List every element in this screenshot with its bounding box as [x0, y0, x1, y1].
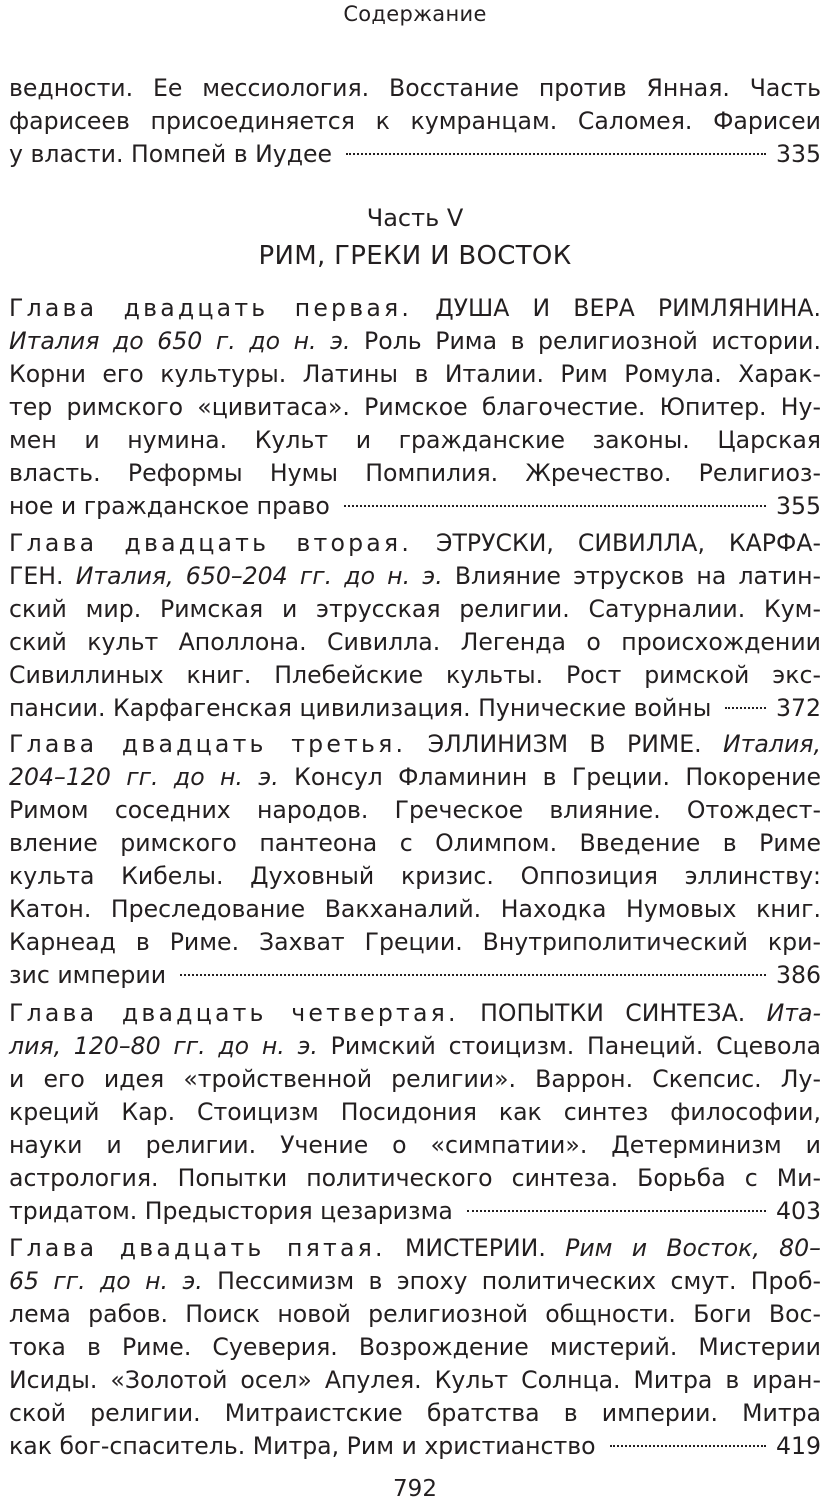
chapter-label: Глава двадцать первая.: [9, 294, 413, 322]
page-number: 386: [775, 961, 821, 989]
running-head: Содержание: [343, 2, 487, 26]
toc-last-line: [9, 490, 821, 523]
chapter-heading-line: [9, 997, 821, 1030]
toc-line: Карнеад в Риме. Захват Греции. Внутриполитический кри-: [9, 928, 821, 956]
chapter-title: ЭЛЛИНИЗМ В РИМЕ.: [406, 730, 724, 758]
toc-line: ской религии. Митраистские братства в империи. Митра: [9, 1399, 821, 1427]
chapter-label: Глава двадцать пятая.: [9, 1234, 386, 1262]
toc-line: фарисеев присоединяется к кумранцам. Саломея. Фарисеи: [9, 107, 821, 135]
toc-line: астрология. Попытки политического синтеза. Борьба с Ми-: [9, 1164, 821, 1192]
toc-line-text: Пессимизм в эпоху политических смут. Проб-: [202, 1267, 822, 1295]
chapter-date: Рим и Восток, 80–: [565, 1234, 821, 1262]
toc-line: креций Кар. Стоицизм Посидония как синтез философии,: [9, 1098, 821, 1126]
chapter-title: ГЕН.: [9, 562, 76, 590]
toc-line-text: Роль Рима в религиозной истории.: [350, 327, 822, 355]
part-title: РИМ, ГРЕКИ И ВОСТОК: [258, 241, 572, 271]
toc-line: культа Кибелы. Духовный кризис. Оппозиция эллинству:: [9, 862, 821, 890]
toc-entry-chapter-24[interactable]: [9, 997, 821, 1228]
toc-line-text: тридатом. Предыстория цезаризма: [9, 1197, 453, 1225]
toc-line: Катон. Преследование Вакханалий. Находка Нумовых книг.: [9, 895, 821, 923]
dot-leader: [344, 505, 766, 507]
toc-line: ведности. Ее мессиология. Восстание против Янная. Часть: [9, 74, 821, 102]
dot-leader: [180, 974, 766, 976]
chapter-title: ПОПЫТКИ СИНТЕЗА.: [458, 999, 767, 1027]
toc-line: власть. Реформы Нумы Помпилия. Жречество. Религиоз-: [9, 459, 821, 487]
toc-line: [9, 1265, 821, 1298]
toc-line: вление римского пантеона с Олимпом. Введение в Риме: [9, 829, 821, 857]
toc-line: Исиды. «Золотой осел» Апулея. Культ Солнца. Митра в иран-: [9, 1366, 821, 1394]
toc-line: тер римского «цивитаса». Римское благочестие. Юпитер. Ну-: [9, 393, 821, 421]
toc-entry-chapter-22[interactable]: [9, 527, 821, 725]
toc-entry-chapter-25[interactable]: [9, 1232, 821, 1463]
toc-line: и его идея «тройственной религии». Варрон. Скепсис. Лу-: [9, 1065, 821, 1093]
toc-line: ский культ Аполлона. Сивилла. Легенда о происхождении: [9, 628, 821, 656]
toc-line: [9, 560, 821, 593]
toc-entry-chapter-23[interactable]: [9, 728, 821, 992]
toc-line-text: как бог-спаситель. Митра, Рим и христианство: [9, 1432, 596, 1460]
toc-line-text: зис империи: [9, 961, 167, 989]
toc-line-text: Влияние этрусков на латин-: [442, 562, 822, 590]
chapter-date: Италия до 650 г. до н. э.: [9, 327, 351, 355]
dot-leader: [725, 707, 766, 709]
toc-line: [9, 1030, 821, 1063]
chapter-title: ДУША И ВЕРА РИМЛЯНИНА.: [412, 294, 821, 322]
toc-entry-carryover: [9, 72, 821, 171]
chapter-heading-line: [9, 1232, 821, 1265]
page-number: 355: [775, 492, 821, 520]
toc-line: ский мир. Римская и этрусская религии. Сатурналии. Кум-: [9, 595, 821, 623]
page-number: 419: [775, 1432, 821, 1460]
chapter-heading-line: [9, 292, 821, 325]
toc-last-line: [9, 692, 821, 725]
chapter-date: лия, 120–80 гг. до н. э.: [9, 1032, 318, 1060]
toc-line: [9, 325, 821, 358]
toc-line: [9, 761, 821, 794]
page-number: 335: [775, 140, 821, 168]
toc-line: науки и религии. Учение о «симпатии». Детерминизм и: [9, 1131, 821, 1159]
chapter-date: Ита-: [766, 999, 822, 1027]
page-number: 372: [775, 694, 821, 722]
chapter-heading-line: [9, 728, 821, 761]
part-number: Часть V: [366, 204, 464, 232]
toc-line: Римом соседних народов. Греческое влияние. Отождест-: [9, 796, 821, 824]
chapter-date: 204–120 гг. до н. э.: [9, 763, 279, 791]
toc-line-text: у власти. Помпей в Иудее: [9, 140, 333, 168]
toc-line-text: ное и гражданское право: [9, 492, 330, 520]
chapter-date: Италия, 650–204 гг. до н. э.: [75, 562, 443, 590]
dot-leader: [346, 153, 766, 155]
toc-last-line: [9, 959, 821, 992]
toc-last-line: [9, 1430, 821, 1463]
toc-line: Корни его культуры. Латины в Италии. Рим Ромула. Харак-: [9, 360, 821, 388]
toc-entry-chapter-21[interactable]: [9, 292, 821, 523]
chapter-heading-line: [9, 527, 821, 560]
toc-line-text: Римский стоицизм. Панеций. Сцевола: [317, 1032, 821, 1060]
toc-line: лема рабов. Поиск новой религиозной общности. Боги Вос-: [9, 1300, 821, 1328]
page-number: 403: [775, 1197, 821, 1225]
toc-line: Сивиллиных книг. Плебейские культы. Рост римской экс-: [9, 661, 821, 689]
dot-leader: [467, 1210, 766, 1212]
toc-last-line: [9, 138, 821, 171]
chapter-title: МИСТЕРИИ.: [385, 1234, 566, 1262]
dot-leader: [610, 1445, 766, 1447]
toc-line-text: Консул Фламинин в Греции. Покорение: [278, 763, 822, 791]
toc-line: мен и нумина. Культ и гражданские законы. Царская: [9, 426, 821, 454]
toc-line: тока в Риме. Суеверия. Возрождение мистерий. Мистерии: [9, 1333, 821, 1361]
chapter-date: Италия,: [723, 730, 821, 758]
chapter-title: ЭТРУСКИ, СИВИЛЛА, КАРФА-: [412, 529, 822, 557]
chapter-label: Глава двадцать вторая.: [9, 529, 413, 557]
chapter-label: Глава двадцать четвертая.: [9, 999, 459, 1027]
toc-line-text: пансии. Карфагенская цивилизация. Пунические войны: [9, 694, 712, 722]
toc-last-line: [9, 1195, 821, 1228]
chapter-date: 65 гг. до н. э.: [9, 1267, 203, 1295]
folio-page-number: 792: [393, 1476, 437, 1502]
chapter-label: Глава двадцать третья.: [9, 730, 407, 758]
